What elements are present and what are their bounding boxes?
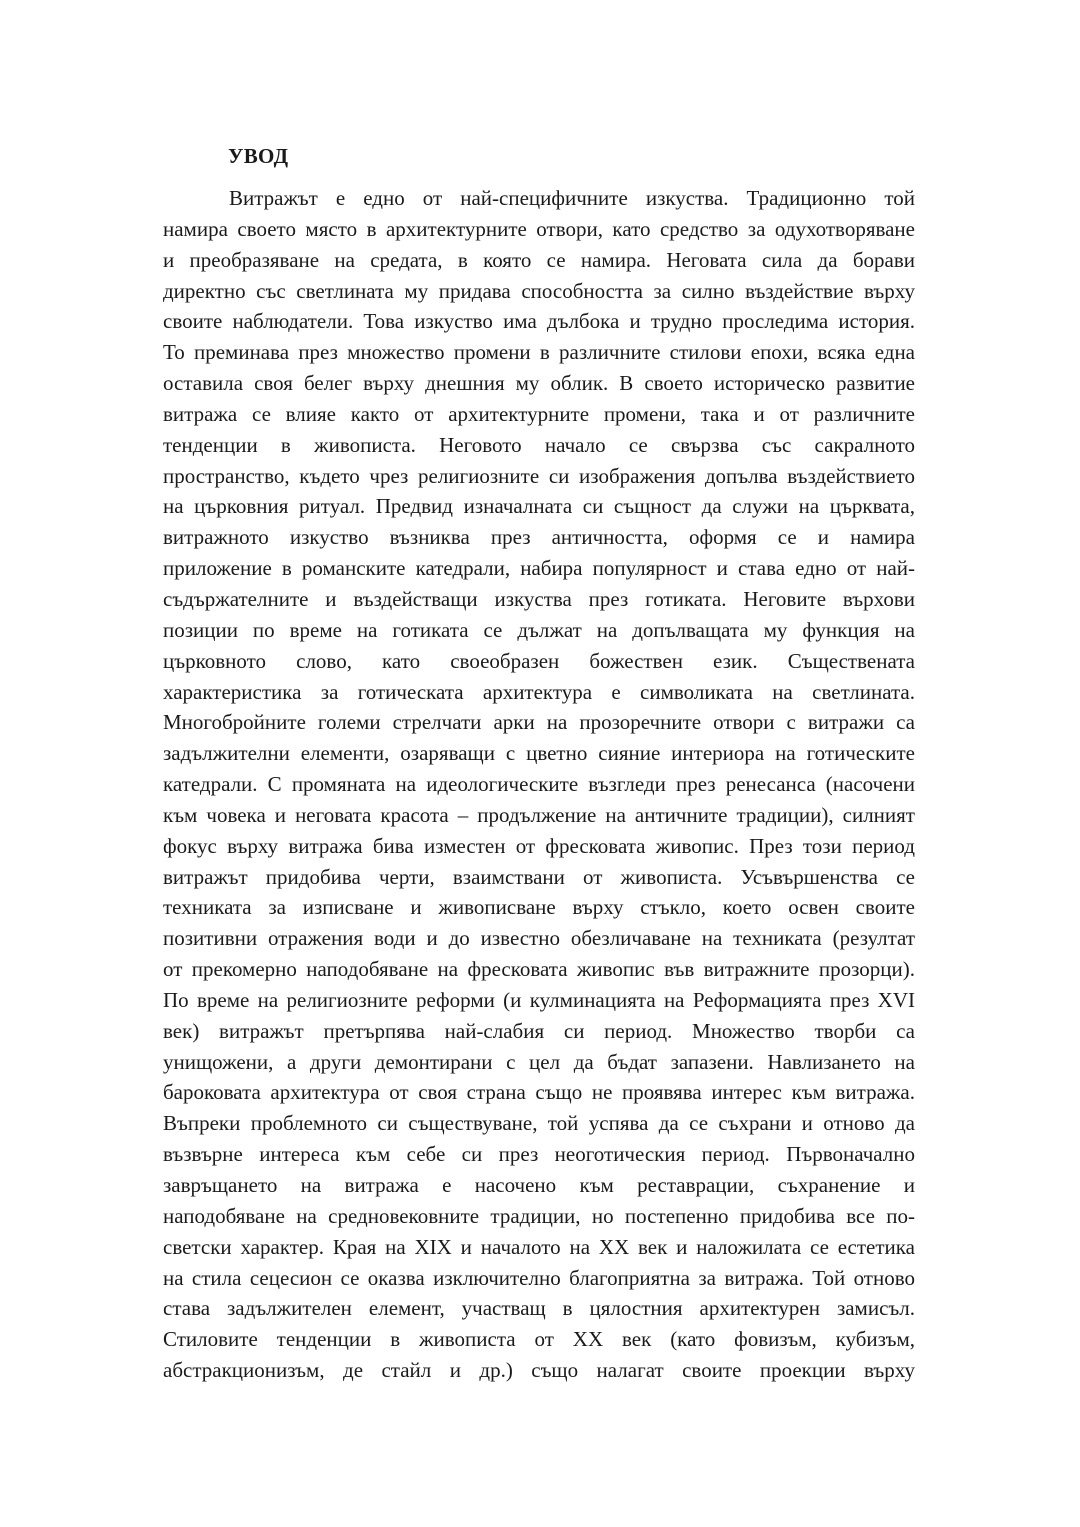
text-line: тенденции в живописта. Неговото начало се свързва със сакралното — [163, 432, 915, 457]
text-line: витражното изкуство възниква през античността, оформя се и намира — [163, 525, 915, 550]
text-line: бароковата архитектура от своя страна също не проявява интерес към витража. — [163, 1080, 915, 1105]
text-line: приложение в романските катедрали, набира популярност и става едно от най- — [163, 556, 915, 581]
text-line: Въпреки проблемното си съществуване, той успява да се съхрани и отново да — [163, 1111, 915, 1136]
text-line: светски характер. Края на XIX и началото на XX век и наложилата се естетика — [163, 1234, 915, 1259]
text-line: от прекомерно наподобяване на фресковата живопис във витражните прозорци). — [163, 957, 915, 982]
text-line: Стиловите тенденции в живописта от XX век (като фовизъм, кубизъм, — [163, 1327, 915, 1352]
text-line: съдържателните и въздействащи изкуства през готиката. Неговите върхови — [163, 586, 915, 611]
text-line: абстракционизъм, де стайл и др.) също налагат своите проекции върху — [163, 1358, 915, 1383]
text-line: наподобяване на средновековните традиции, но постепенно придобива все по- — [163, 1203, 915, 1228]
text-line: век) витражът претърпява най-слабия си период. Множество творби са — [163, 1018, 915, 1043]
text-line: катедрали. С промяната на идеологическите възгледи през ренесанса (насочени — [163, 772, 915, 797]
text-line: става задължителен елемент, участващ в цялостния архитектурен замисъл. — [163, 1296, 915, 1321]
text-line: По време на религиозните реформи (и кулминацията на Реформацията през XVI — [163, 987, 915, 1012]
text-line: фокус върху витража бива изместен от фресковата живопис. През този период — [163, 833, 915, 858]
text-line: и преобразяване на средата, в която се намира. Неговата сила да борави — [163, 247, 915, 272]
text-line: към човека и неговата красота – продължение на античните традиции), силният — [163, 802, 915, 827]
text-line: пространство, където чрез религиозните си изображения допълва въздействието — [163, 463, 915, 488]
text-line: църковното слово, като своеобразен божествен език. Съществената — [163, 648, 915, 673]
text-line: позиции по време на готиката се дължат на допълващата му функция на — [163, 617, 915, 642]
text-line: витража се влияе както от архитектурните промени, така и от различните — [163, 401, 915, 426]
text-line: Витражът е едно от най-специфичните изкуства. Традиционно той — [229, 186, 915, 210]
text-line: задължителни елементи, озаряващи с цветно сияние интериора на готическите — [163, 741, 915, 766]
text-line: Многобройните големи стрелчати арки на прозоречните отвори с витражи са — [163, 710, 915, 735]
text-line: на църковния ритуал. Предвид изначалната си същност да служи на църквата, — [163, 494, 915, 519]
text-line: техниката за изписване и живописване върху стъкло, което освен своите — [163, 895, 915, 920]
text-line: оставила своя белег върху днешния му облик. В своето историческо развитие — [163, 371, 915, 396]
text-line: възвърне интереса към себе си през неоготическия период. Първоначално — [163, 1142, 915, 1167]
text-line: директно със светлината му придава способността за силно въздействие върху — [163, 278, 915, 303]
body-paragraph — [163, 183, 915, 1386]
text-line: своите наблюдатели. Това изкуство има дълбока и трудно проследима история. — [163, 309, 915, 334]
text-line: на стила сецесион се оказва изключително благоприятна за витража. Той отново — [163, 1265, 915, 1290]
text-line: позитивни отражения води и до известно обезличаване на техниката (резултат — [163, 926, 915, 951]
text-line: намира своето място в архитектурните отвори, като средство за одухотворяване — [163, 216, 915, 241]
text-line: витражът придобива черти, взаимствани от живописта. Усъвършенства се — [163, 864, 915, 889]
text-line: унищожени, а други демонтирани с цел да бъдат запазени. Навлизането на — [163, 1049, 915, 1074]
section-heading: УВОД — [228, 144, 289, 168]
text-line: завръщането на витража е насочено към реставрации, съхранение и — [163, 1173, 915, 1197]
text-line: То преминава през множество промени в различните стилови епохи, всяка една — [163, 340, 915, 365]
text-line: характеристика за готическата архитектура е символиката на светлината. — [163, 679, 915, 704]
